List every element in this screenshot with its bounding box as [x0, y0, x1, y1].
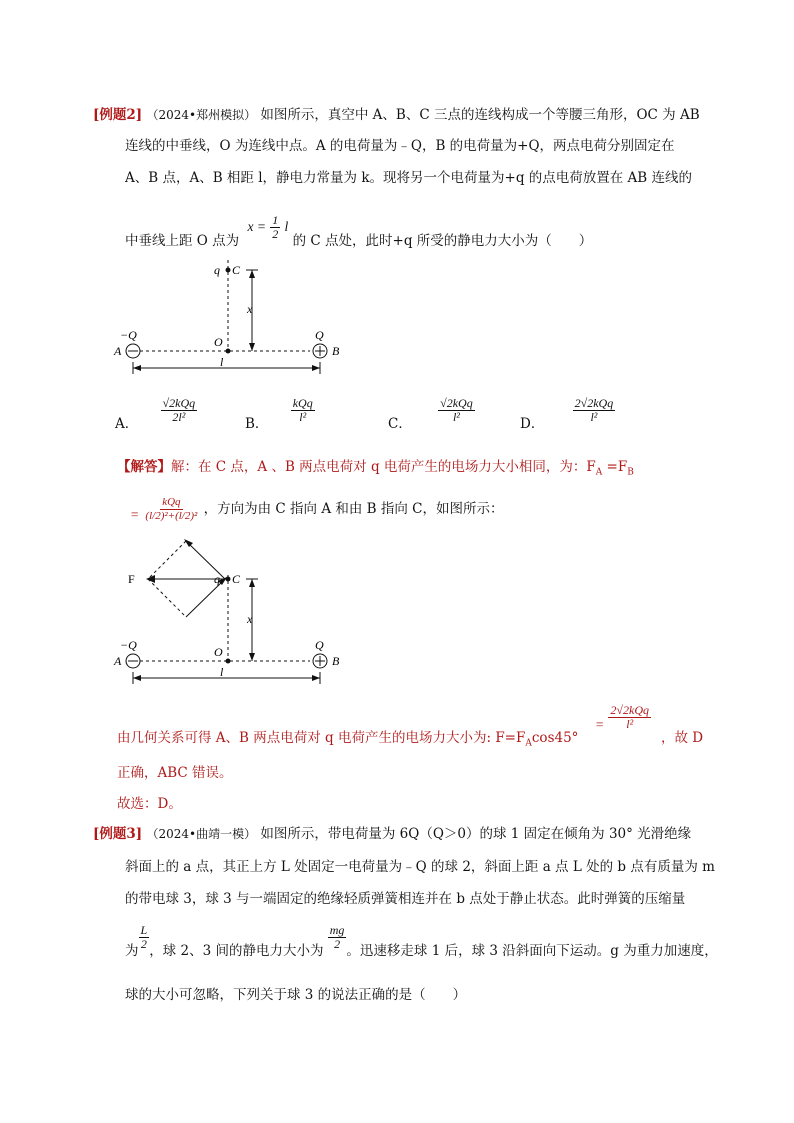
solution-result-num: 2√2kQq [610, 703, 649, 717]
label-a: A [114, 344, 122, 358]
point-c [226, 268, 231, 273]
option-c-den: l² [452, 410, 460, 424]
solution-sub-a-2: A [525, 738, 532, 749]
charge-diagram-1 [110, 255, 360, 380]
solution-result-fraction [608, 704, 651, 731]
option-c-num: √2kQq [440, 396, 473, 410]
compression-fraction [139, 924, 150, 951]
solution-line-1 [117, 455, 634, 478]
point-c-2 [226, 577, 231, 582]
example-2-line-3: A、B 点，A、B 相距 l，静电力常量为 k。现将另一个电荷量为+q 的点电荷放置在 AB 连线的 [125, 170, 692, 186]
solution-fraction-den: (l/2)²+(l/2)² [145, 510, 198, 522]
point-o-2 [226, 659, 231, 664]
solution-result-prefix: = [595, 717, 605, 732]
label-c: C [232, 263, 241, 277]
label-x: x [247, 302, 253, 316]
option-d-fraction [573, 397, 616, 424]
example-2-line-4-post: 的 C 点处，此时+q 所受的静电力大小为（ ） [292, 233, 593, 249]
force-num: mg [329, 923, 345, 937]
example-2-line-4-pre: 中垂线上距 O 点为 [125, 233, 240, 249]
option-c-letter: C． [388, 416, 412, 432]
example-2-line-4 [125, 213, 593, 249]
label-b: B [332, 344, 340, 358]
example-2-line-2: 连线的中垂线，O 为连线中点。A 的电荷量为﹣Q，B 的电荷量为+Q，两点电荷分别固定在 [125, 138, 675, 154]
solution-eq-prefix: = [130, 507, 140, 522]
label-pos-q: Q [315, 328, 324, 342]
compression-num: L [140, 923, 148, 937]
example-3-line-4 [125, 923, 718, 959]
example-3-line-4-pre: 为 [125, 943, 139, 959]
option-a-num: √2kQq [162, 396, 196, 410]
compression-den: 2 [140, 937, 147, 951]
solution-answer: 故选：D。 [117, 796, 182, 812]
option-b-letter: B． [245, 416, 269, 432]
option-b-num: kQq [292, 396, 313, 410]
solution-eq: =F [602, 459, 628, 475]
option-d-num: 2√2kQq [574, 396, 614, 410]
example-3-heading [93, 822, 691, 842]
option-d-letter: D． [520, 416, 545, 432]
option-b-fraction [291, 397, 315, 424]
option-d[interactable] [520, 396, 615, 432]
example-3-line-4-post: 。迅速移走球 1 后，球 3 沿斜面向下运动。g 为重力加速度， [346, 943, 718, 959]
force-den: 2 [334, 937, 341, 951]
example-3-line-1: 如图所示，带电荷量为 6Q（Q＞0）的球 1 固定在倾角为 30° 光滑绝缘 [260, 826, 692, 842]
half-fraction [270, 214, 280, 241]
option-b[interactable] [245, 396, 315, 432]
example-3-label: [例题3] [93, 826, 143, 842]
label-q-2: q [214, 572, 220, 586]
label-l: l [220, 355, 224, 369]
example-3-line-3: 的带电球 3，球 3 与一端固定的绝缘轻质弹簧相连并在 b 点处于静止状态。此时弹簧的压缩量 [125, 891, 686, 907]
label-x-2: x [247, 612, 253, 626]
point-o [226, 349, 231, 354]
label-f: F [128, 572, 135, 586]
force-fraction [328, 924, 347, 951]
charge-diagram-2 [110, 535, 360, 695]
solution-text-1: 解：在 C 点，A 、B 两点电荷对 q 电荷产生的电场力大小相同，为：F [171, 459, 596, 475]
option-c[interactable] [388, 396, 475, 432]
solution-line-3 [117, 726, 578, 749]
solution-sub-b: B [627, 467, 634, 478]
label-o-2: O [214, 645, 223, 659]
example-2-source: （2024•郑州模拟） [146, 108, 257, 122]
half-den: 2 [272, 227, 279, 241]
option-a[interactable] [115, 396, 197, 432]
example-2-label: [例题2] [93, 107, 143, 123]
solution-line-4: 正确，ABC 错误。 [117, 765, 233, 781]
option-c-fraction [438, 397, 475, 424]
label-a-2: A [114, 654, 122, 668]
solution-fraction-num: kQq [162, 496, 181, 508]
label-neg-q-2: −Q [120, 638, 137, 652]
half-num: 1 [272, 213, 279, 227]
solution-sub-a: A [595, 467, 603, 478]
option-a-den: 2l² [172, 410, 186, 424]
solution-fraction [143, 496, 199, 523]
label-pos-q-2: Q [315, 638, 324, 652]
label-q: q [214, 263, 220, 277]
solution-text-3: 由几何关系可得 A、B 两点电荷对 q 电荷产生的电场力大小为: F=F [117, 730, 526, 746]
label-l-2: l [220, 665, 224, 679]
solution-result-den: l² [626, 717, 634, 731]
example-3-line-2: 斜面上的 a 点，其正上方 L 处固定一电荷量为﹣Q 的球 2，斜面上距 a 点 L 处的 b 点有质量为 m [125, 859, 715, 875]
example-3-line-4-mid: ，球 2、3 间的静电力大小为 [149, 943, 324, 959]
solution-result [595, 704, 651, 731]
example-2-heading [93, 103, 700, 123]
label-o: O [214, 335, 223, 349]
option-a-letter: A． [115, 416, 139, 432]
label-neg-q: −Q [120, 328, 137, 342]
solution-label: 【解答】 [117, 459, 171, 475]
example-3-line-5: 球的大小可忽略，下列关于球 3 的说法正确的是（ ） [125, 987, 467, 1003]
example-2-line-1: 如图所示，真空中 A、B、C 三点的连线构成一个等腰三角形，OC 为 AB [260, 107, 700, 123]
label-c-2: C [232, 572, 241, 586]
option-a-fraction [161, 397, 198, 424]
example-3-source: （2024•曲靖一模） [146, 827, 257, 841]
option-d-den: l² [590, 410, 598, 424]
distance-x-eq: x = [247, 219, 266, 234]
option-b-den: l² [299, 410, 307, 424]
solution-tail: ，故 D [661, 730, 704, 746]
label-b-2: B [332, 654, 340, 668]
solution-cos: cos45° [531, 730, 579, 746]
distance-l: l [284, 219, 289, 234]
solution-text-2: ，方向为由 C 指向 A 和由 B 指向 C，如图所示： [203, 501, 504, 517]
solution-line-2 [130, 496, 504, 523]
